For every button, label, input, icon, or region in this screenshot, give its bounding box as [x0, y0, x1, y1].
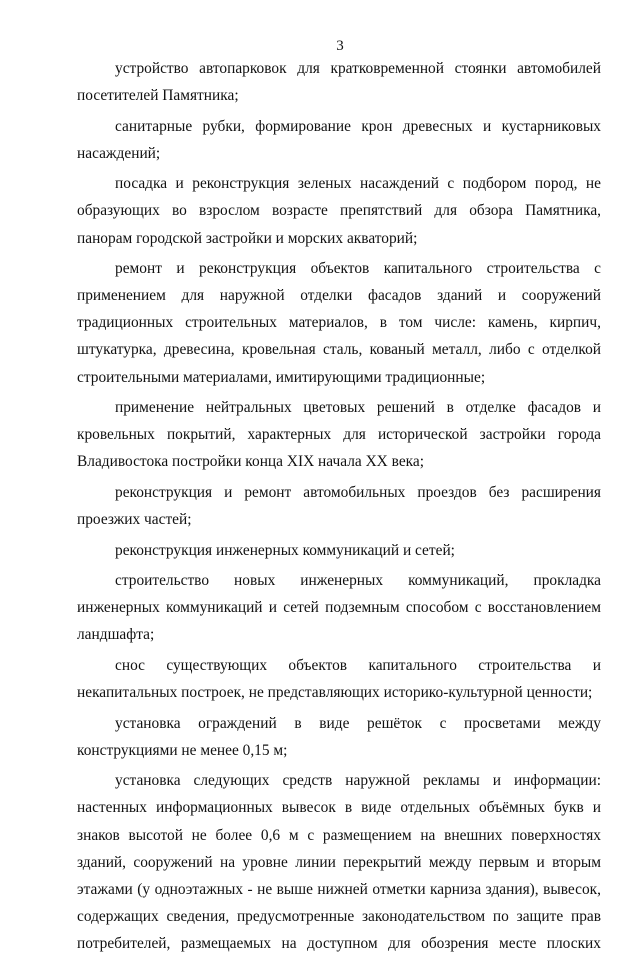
paragraph-fences: установка ограждений в виде решёток с просветами между конструкциями не менее 0,15 м; — [77, 714, 601, 759]
paragraph-sanitary-felling: санитарные рубки, формирование крон древесных и кустарниковых насаждений; — [77, 117, 601, 162]
paragraph-color-solutions: применение нейтральных цветовых решений в отделке фасадов и кровельных покрытий, характерных для исторической застройки города Владивостока постройки конца XIX начала XX века; — [77, 399, 601, 471]
page-number: 3 — [336, 38, 344, 54]
paragraph-utilities-reconstruction: реконструкция инженерных коммуникаций и сетей; — [115, 541, 455, 559]
document-body — [77, 55, 601, 961]
paragraph-demolition: снос существующих объектов капитального строительства и некапитальных построек, не представляющих историко-культурной ценности; — [77, 656, 601, 702]
paragraph-parking: устройство автопарковок для кратковременной стоянки автомобилей посетителей Памятника; — [77, 60, 601, 105]
paragraph-new-utilities: строительство новых инженерных коммуникаций, прокладка инженерных коммуникаций и сетей подземным способом с восстановлением ландшафта; — [77, 572, 601, 644]
paragraph-building-repair: ремонт и реконструкция объектов капитального строительства с применением для наружной отделки фасадов зданий и сооружений традиционных строительных материалов, в том числе: камень, кирпич, штукатурка, древесина, кровельная сталь, кованый металл, либо с отделкой строительными материалами, имитирующими традиционные; — [77, 260, 601, 386]
paragraph-advertising: установка следующих средств наружной рекламы и информации: настенных информационных вывесок в виде отдельных объёмных букв и знаков высотой не более 0,6 м с размещением на внешних поверхностях зданий, сооружений на уровне линии перекрытий между первым и вторым этажами (у одноэтажных - не выше нижней отметки карниза здания), вывесок, содержащих сведения, предусмотренные законодательством по защите прав потребителей, размещаемых на доступном для обозрения месте плоских — [77, 772, 601, 952]
paragraph-road-repair: реконструкция и ремонт автомобильных проездов без расширения проезжих частей; — [77, 483, 601, 528]
paragraph-green-planting: посадка и реконструкция зеленых насаждений с подбором пород, не образующих во взрослом возрасте препятствий для обзора Памятника, панорам городской застройки и морских акваторий; — [77, 175, 601, 247]
